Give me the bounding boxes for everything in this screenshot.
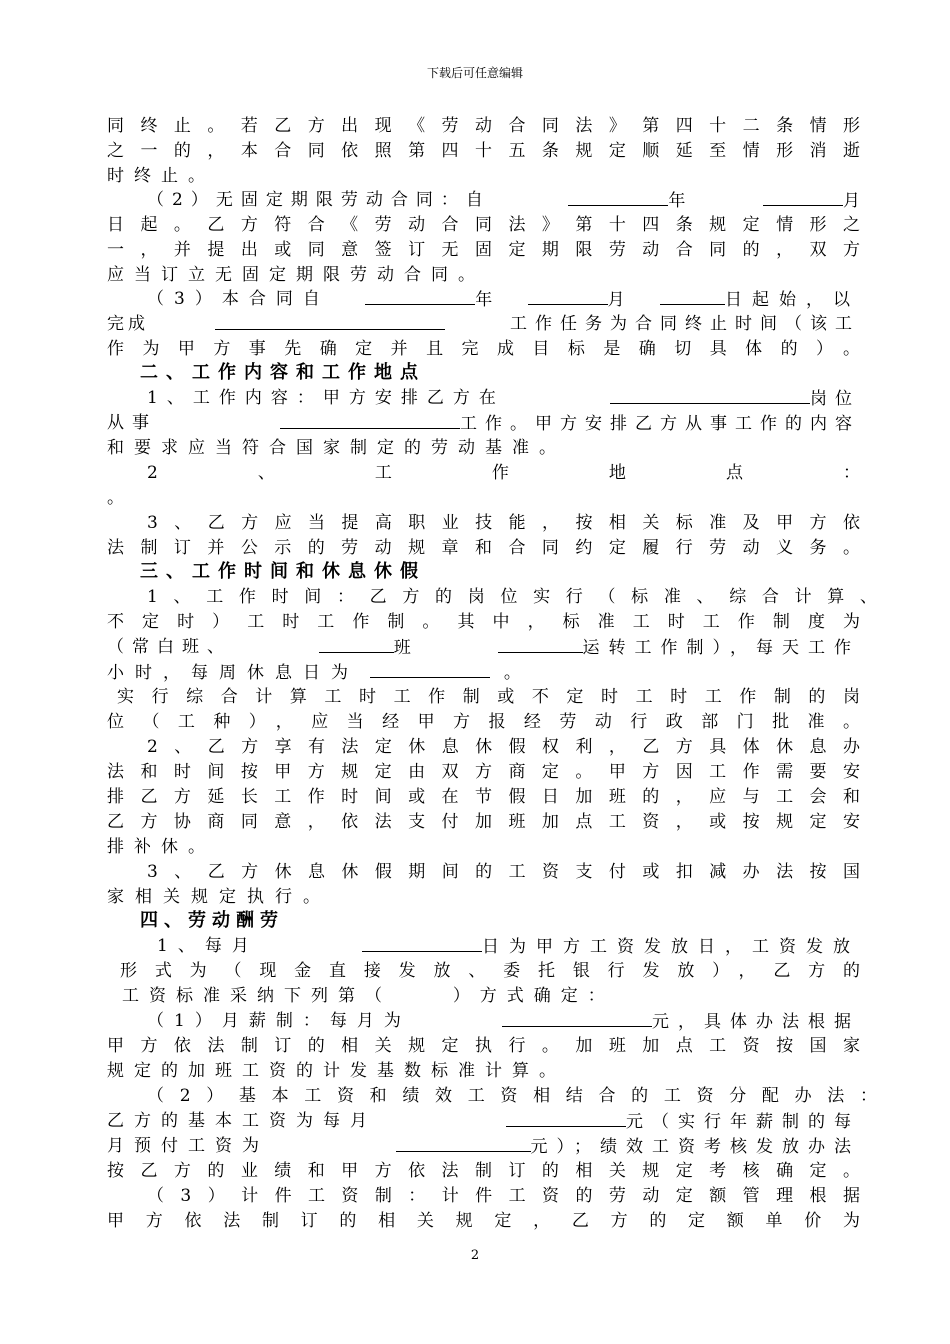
blank-field[interactable] bbox=[498, 635, 583, 653]
section-heading: 三、工作时间和休息休假 bbox=[140, 561, 426, 582]
section-heading: 二、工作内容和工作地点 bbox=[140, 362, 426, 383]
blank-field[interactable] bbox=[610, 386, 810, 404]
text-line: 1、工作时间：乙方的岗位实行（标准、综合计算、 bbox=[147, 587, 877, 607]
text-line: （常白班、 班 运转工作制），每天工作 bbox=[107, 637, 860, 658]
text-line: 不定时）工时工作制。其中，标准工时工作制度为 bbox=[107, 612, 860, 632]
text-line: （2）无固定期限劳动合同：自 年 月 bbox=[147, 190, 860, 211]
text-line: 时终止。 bbox=[107, 166, 215, 186]
blank-field[interactable] bbox=[215, 312, 445, 330]
text-line: 位（工种），应当经甲方报经劳动行政部门批准。 bbox=[107, 712, 860, 732]
blank-field[interactable] bbox=[280, 411, 460, 429]
page-header-note: 下载后可任意编辑 bbox=[426, 66, 523, 80]
text-line: 法制订并公示的劳动规章和合同约定履行劳动义务。 bbox=[107, 538, 860, 558]
text-line: 日起。乙方符合《劳动合同法》第十四条规定情形之 bbox=[107, 215, 860, 235]
blank-field[interactable] bbox=[568, 188, 668, 206]
blank-field[interactable] bbox=[365, 287, 475, 305]
blank-field[interactable] bbox=[362, 934, 482, 952]
text-line: 作为甲方事先确定并且完成目标是确切具体的）。 bbox=[107, 339, 860, 359]
text-line: 排乙方延长工作时间或在节假日加班的，应与工会和 bbox=[107, 787, 860, 807]
text-line: 法和时间按甲方规定由双方商定。甲方因工作需要安 bbox=[107, 762, 860, 782]
blank-field[interactable] bbox=[660, 287, 725, 305]
text-line: 小时，每周休息日为 。 bbox=[107, 660, 860, 684]
text-line: （1）月薪制：每月为 元，具体办法根据 bbox=[147, 1011, 860, 1032]
text-line: 形式为（现金直接发放、委托银行发放），乙方的 bbox=[120, 961, 860, 981]
section-heading: 四、劳动酬劳 bbox=[140, 910, 284, 931]
text-line: 3、乙方休息休假期间的工资支付或扣减办法按国 bbox=[147, 862, 860, 882]
blank-field[interactable] bbox=[528, 287, 608, 305]
text-line: 规定的加班工资的计发基数标准计算。 bbox=[107, 1061, 566, 1081]
text-line: 2、工作地点： bbox=[147, 463, 860, 483]
text-line: 乙方协商同意，依法支付加班加点工资，或按规定安 bbox=[107, 812, 860, 832]
text-line: 同终止。若乙方出现《劳动合同法》第四十二条情形 bbox=[107, 116, 860, 136]
blank-field[interactable] bbox=[763, 188, 843, 206]
text-line: 和要求应当符合国家制定的劳动基准。 bbox=[107, 438, 566, 458]
text-line: 按乙方的业绩和甲方依法制订的相关规定考核确定。 bbox=[107, 1161, 860, 1181]
text-line: 排补休。 bbox=[107, 837, 215, 857]
text-line: （2）基本工资和绩效工资相结合的工资分配办法： bbox=[147, 1086, 877, 1106]
blank-field[interactable] bbox=[396, 1134, 531, 1152]
page-number: 2 bbox=[470, 1248, 480, 1263]
text-line: 月预付工资为 元）；绩效工资考核发放办法 bbox=[107, 1136, 860, 1157]
text-line: 之一的，本合同依照第四十五条规定顺延至情形消逝 bbox=[107, 141, 860, 161]
text-line: 从事 工作。甲方安排乙方从事工作的内容 bbox=[107, 413, 860, 434]
text-line: 完成 工作任务为合同终止时间（该工 bbox=[107, 314, 860, 334]
text-line: 一，并提出或同意签订无固定期限劳动合同的，双方 bbox=[107, 240, 860, 260]
text-line: 应当订立无固定期限劳动合同。 bbox=[107, 265, 485, 285]
text-line: （3）计件工资制：计件工资的劳动定额管理根据 bbox=[147, 1186, 860, 1206]
text-line: 2、乙方享有法定休息休假权利，乙方具体休息办 bbox=[147, 737, 860, 757]
text-line: 甲方依法制订的相关规定执行。加班加点工资按国家 bbox=[107, 1036, 860, 1056]
text-line: 1、工作内容：甲方安排乙方在 岗位 bbox=[147, 388, 860, 409]
blank-field[interactable] bbox=[506, 1109, 626, 1127]
text-line: 实行综合计算工时工作制或不定时工时工作制的岗 bbox=[117, 687, 860, 707]
text-line: 1、每月 日为甲方工资发放日，工资发放 bbox=[157, 936, 860, 957]
text-line: 工资标准采纳下列第（ ）方式确定： bbox=[122, 986, 615, 1006]
blank-field[interactable] bbox=[319, 635, 394, 653]
text-line: （3）本合同自 年 月 日起始，以 bbox=[147, 289, 860, 310]
text-line: 家相关规定执行。 bbox=[107, 887, 331, 907]
blank-field[interactable] bbox=[370, 660, 490, 678]
text-line: 。 bbox=[107, 488, 124, 508]
text-line: 乙方的基本工资为每月 元（实行年薪制的每 bbox=[107, 1111, 860, 1132]
text-line: 甲方依法制订的相关规定，乙方的定额单价为 bbox=[107, 1211, 860, 1231]
blank-field[interactable] bbox=[502, 1009, 652, 1027]
text-line: 3、乙方应当提高职业技能，按相关标准及甲方依 bbox=[147, 513, 860, 533]
